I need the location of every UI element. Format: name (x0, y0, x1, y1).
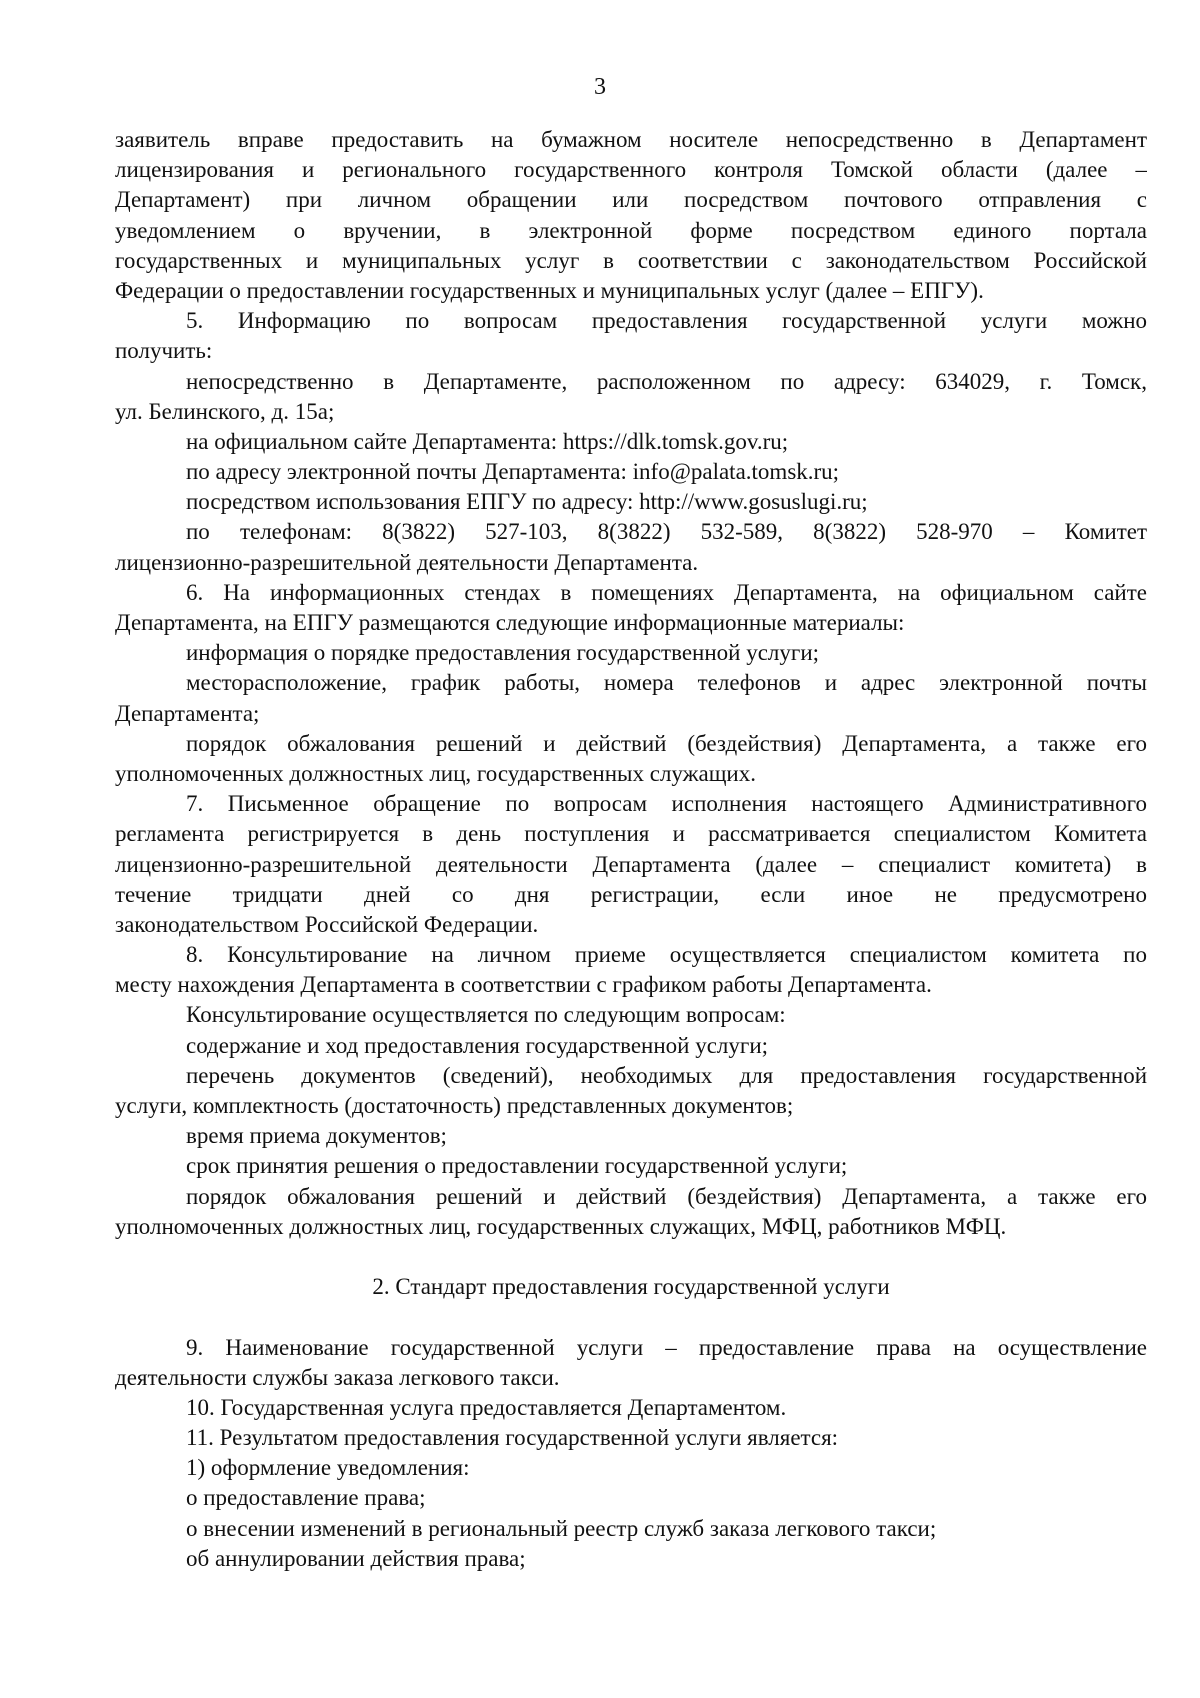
text-line: по телефонам: 8(3822) 527-103, 8(3822) 532-589, 8(3822) 528-970 – Комитет (186, 519, 1147, 545)
spacer (115, 1242, 1147, 1272)
text-line: на официальном сайте Департамента: https://dlk.tomsk.gov.ru; (186, 428, 789, 454)
text-line: содержание и ход предоставления государственной услуги; (186, 1032, 769, 1058)
text-line: по адресу электронной почты Департамента: info@palata.tomsk.ru; (186, 459, 840, 485)
text-line: Департамента, на ЕПГУ размещаются следующие информационные материалы: (115, 610, 905, 635)
spacer (115, 1302, 1147, 1332)
text-line: лицензионно-разрешительной деятельности Департамента (далее – специалист комитета) в (115, 851, 1147, 877)
text-line: ул. Белинского, д. 15а; (115, 398, 335, 424)
text-line: о внесении изменений в региональный реестр служб заказа легкового такси; (186, 1515, 937, 1541)
section-heading: 2. Стандарт предоставления государственной услуги (372, 1274, 890, 1300)
text-line: время приема документов; (186, 1123, 447, 1149)
text-line: порядок обжалования решений и действий (бездействия) Департамента, а также его (186, 730, 1147, 756)
text-line: заявитель вправе предоставить на бумажном носителе непосредственно в Департамент (115, 127, 1147, 152)
text-line: об аннулировании действия права; (186, 1545, 526, 1571)
text-line: услуги, комплектность (достаточность) представленных документов; (115, 1093, 794, 1118)
text-line: 10. Государственная услуга предоставляется Департаментом. (186, 1394, 787, 1420)
text-line: 8. Консультирование на личном приеме осуществляется специалистом комитета по (186, 942, 1147, 968)
text-line: лицензирования и регионального государственного контроля Томской области (далее – (115, 157, 1147, 183)
text-line: месту нахождения Департамента в соответствии с графиком работы Департамента. (115, 972, 932, 998)
text-line: о предоставление права; (186, 1485, 426, 1511)
text-line: Департамента; (115, 700, 260, 726)
text-line: уполномоченных должностных лиц, государственных служащих, МФЦ, работников МФЦ. (115, 1213, 1007, 1239)
text-line: срок принятия решения о предоставлении государственной услуги; (186, 1153, 848, 1179)
text-line: информация о порядке предоставления государственной услуги; (186, 640, 820, 666)
text-line: посредством использования ЕПГУ по адресу: http://www.gosuslugi.ru; (186, 489, 868, 515)
text-line: законодательством Российской Федерации. (115, 911, 539, 937)
text-line: 11. Результатом предоставления государственной услуги является: (186, 1425, 839, 1451)
text-line: 9. Наименование государственной услуги – предоставление права на осуществление (186, 1334, 1147, 1360)
text-line: лицензионно-разрешительной деятельности Департамента. (115, 549, 699, 575)
text-line: порядок обжалования решений и действий (бездействия) Департамента, а также его (186, 1183, 1147, 1209)
text-line: 5. Информацию по вопросам предоставления государственной услуги можно (186, 308, 1147, 334)
text-line: Департамент) при личном обращении или посредством почтового отправления с (115, 187, 1147, 213)
page-number: 3 (594, 74, 606, 100)
text-line: непосредственно в Департаменте, расположенном по адресу: 634029, г. Томск, (186, 368, 1147, 394)
text-line: 1) оформление уведомления: (186, 1455, 470, 1481)
text-line: деятельности службы заказа легкового такси. (115, 1364, 560, 1390)
text-line: Консультирование осуществляется по следующим вопросам: (186, 1002, 786, 1028)
text-line: получить: (115, 338, 213, 364)
text-line: регламента регистрируется в день поступления и рассматривается специалистом Комитета (115, 821, 1147, 847)
text-line: уведомлением о вручении, в электронной форме посредством единого портала (115, 217, 1147, 243)
document-body (115, 125, 1147, 1574)
text-line: 6. На информационных стендах в помещениях Департамента, на официальном сайте (186, 579, 1147, 605)
text-line: 7. Письменное обращение по вопросам исполнения настоящего Административного (186, 791, 1147, 817)
text-line: государственных и муниципальных услуг в соответствии с законодательством Российской (115, 247, 1147, 273)
text-line: течение тридцати дней со дня регистрации, если иное не предусмотрено (115, 881, 1147, 907)
text-line: Федерации о предоставлении государственных и муниципальных услуг (далее – ЕПГУ). (115, 277, 984, 303)
text-line: уполномоченных должностных лиц, государственных служащих. (115, 760, 756, 786)
text-line: месторасположение, график работы, номера телефонов и адрес электронной почты (186, 670, 1147, 696)
text-line: перечень документов (сведений), необходимых для предоставления государственной (186, 1062, 1147, 1088)
